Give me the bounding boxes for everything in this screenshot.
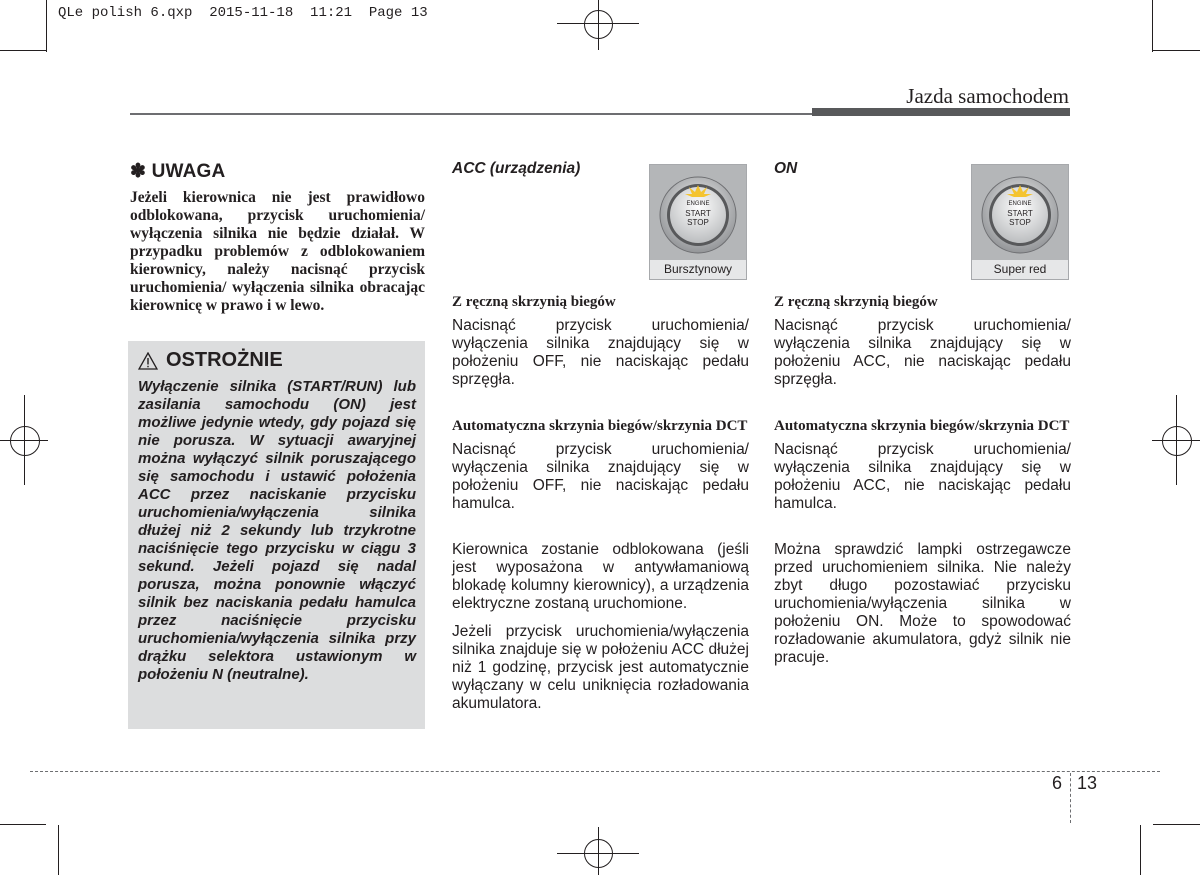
caution-text: Wyłączenie silnika (START/RUN) lub zasilania samochodu (ON) jest możliwe jedynie wtedy, gdy pojazd się nie porusza. W sytuacji awaryjnej można wyłączyć silnik poruszającego się samochodu i ustawić położenia ACC przez naciskanie przycisku uruchomienia/wyłączenia silnika dłużej niż 2 sekundy lub trzykrotne naciśnięcie tego przycisku w ciągu 3 sekund. Jeżeli pojazd się nadal porusza, można ponownie włączyć silnik bez naciskania pedału hamulca przez naciśnięcie przycisku uruchomienia/wyłączenia silnika przy drążku selektora ustawionym w położeniu N (neutralne). — [138, 378, 416, 683]
acc-auto-heading: Automatyczna skrzynia biegów/skrzynia DCT — [452, 418, 748, 434]
crop-mark — [1152, 0, 1153, 52]
crop-mark — [1140, 825, 1141, 875]
acc-label: ACC (urządzenia) — [452, 160, 581, 177]
engine-start-stop-button-icon — [972, 165, 1068, 261]
page-number: 13 — [1077, 773, 1098, 793]
registration-mark-left — [0, 395, 48, 485]
crop-mark — [1153, 50, 1200, 51]
on-manual-heading: Z ręczną skrzynią biegów — [774, 294, 938, 310]
button-engine-text: ENGINE — [1008, 201, 1032, 207]
acc-details — [452, 293, 749, 713]
acc-manual-text: Nacisnąć przycisk uruchomienia/ wyłączenia silnika znajdujący się w położeniu OFF, nie naciskając pedału sprzęgła. — [452, 317, 749, 388]
registration-mark-bottom — [557, 827, 639, 875]
on-auto-heading: Automatyczna skrzynia biegów/skrzynia DCT — [774, 418, 1070, 434]
print-slug: QLe polish 6.qxp 2015-11-18 11:21 Page 13 — [58, 5, 428, 21]
header-rule — [130, 113, 812, 115]
acc-paragraph-1: Kierownica zostanie odblokowana (jeśli jest wyposażona w antywłamaniową blokadę kolumny kierownicy), a urządzenia elektryczne zostaną uruchomione. — [452, 541, 749, 612]
button-engine-text: ENGINE — [686, 201, 710, 207]
caution-heading — [138, 349, 416, 372]
acc-auto-text: Nacisnąć przycisk uruchomienia/ wyłączenia silnika znajdujący się w położeniu OFF, nie naciskając pedału hamulca. — [452, 441, 749, 512]
notice-title: ✽ UWAGA — [130, 161, 226, 182]
crop-mark — [58, 825, 59, 875]
crop-mark — [46, 0, 47, 52]
button-start-text: START — [1007, 209, 1033, 218]
button-stop-text: STOP — [1009, 218, 1031, 227]
on-label: ON — [774, 160, 798, 177]
button-stop-text: STOP — [687, 218, 709, 227]
on-details — [774, 293, 1071, 667]
crop-mark — [0, 824, 46, 825]
acc-button-caption: Bursztynowy — [650, 260, 746, 279]
registration-mark-top — [557, 0, 639, 50]
on-auto-text: Nacisnąć przycisk uruchomienia/ wyłączenia silnika znajdujący się w położeniu ACC, nie naciskając pedału hamulca. — [774, 441, 1071, 512]
page-number-separator — [1070, 773, 1072, 823]
footer-rule — [30, 771, 1160, 772]
acc-paragraph-2: Jeżeli przycisk uruchomienia/wyłączenia silnika znajduje się w położeniu ACC dłużej niż 1 godzinę, przycisk jest automatycznie wyłączany w celu uniknięcia rozładowania akumulatora. — [452, 623, 749, 712]
engine-start-stop-button-icon — [650, 165, 746, 261]
on-button-caption: Super red — [972, 260, 1068, 279]
chapter-title: Jazda samochodem — [906, 84, 1069, 108]
on-paragraph-1: Można sprawdzić lampki ostrzegawcze przed uruchomieniem silnika. Nie należy zbyt długo pozostawiać przycisku uruchomienia/wyłączenia silnika w położeniu ON. Może to spowodować rozładowanie akumulatora, gdyż silnik nie pracuje. — [774, 541, 1071, 666]
caution-title: OSTROŻNIE — [166, 349, 283, 371]
chapter-number: 6 — [1052, 773, 1063, 793]
header-rule-accent — [812, 108, 1070, 116]
notice-text: Jeżeli kierownica nie jest prawidłowo odblokowana, przycisk uruchomienia/ wyłączenia silnika nie będzie działał. W przypadku problemów z odblokowaniem kierownicy, należy nacisnąć przycisk uruchomienia/ wyłączenia silnika obracając kierownicę w prawo i w lewo. — [130, 189, 425, 314]
notice-block — [130, 160, 425, 315]
button-start-text: START — [685, 209, 711, 218]
warning-triangle-icon — [138, 352, 158, 370]
acc-button-photo — [649, 164, 747, 280]
caution-box — [128, 341, 425, 729]
crop-mark — [1153, 824, 1200, 825]
on-button-photo — [971, 164, 1069, 280]
acc-manual-heading: Z ręczną skrzynią biegów — [452, 294, 616, 310]
crop-mark — [0, 50, 46, 51]
registration-mark-right — [1152, 395, 1200, 485]
on-manual-text: Nacisnąć przycisk uruchomienia/ wyłączenia silnika znajdujący się w położeniu ACC, nie naciskając pedału sprzęgła. — [774, 317, 1071, 388]
